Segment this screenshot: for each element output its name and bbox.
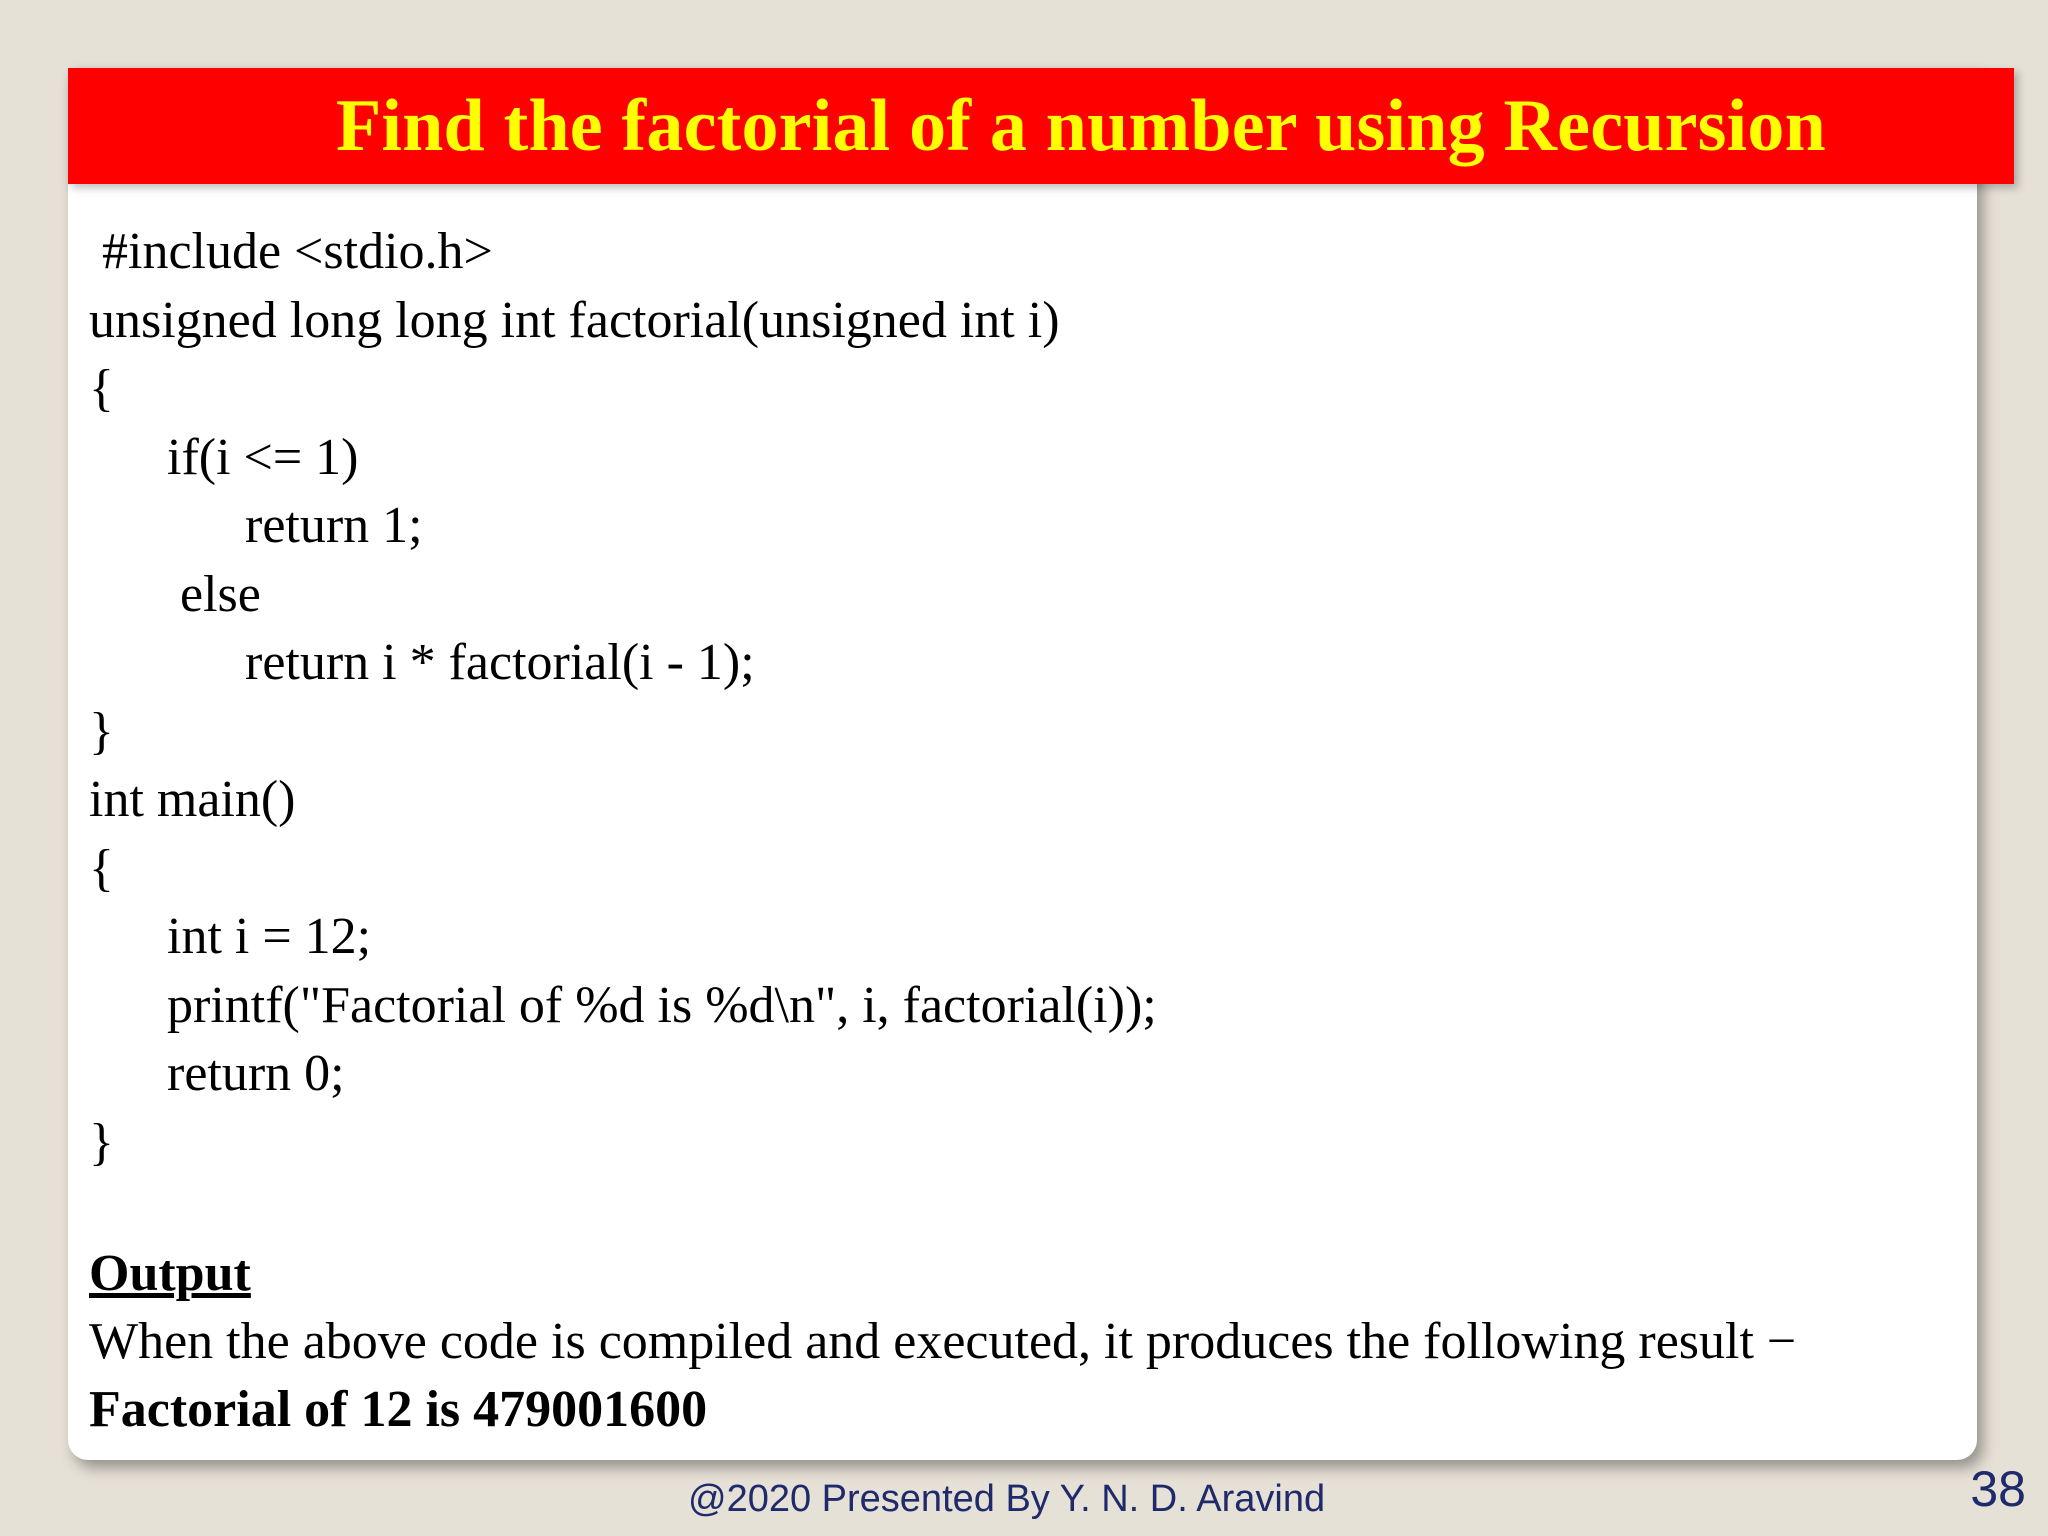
code-line: unsigned long long int factorial(unsigned int i)	[89, 291, 1060, 349]
code-line: int i = 12;	[89, 908, 372, 965]
code-line: }	[89, 1113, 114, 1171]
code-line: {	[89, 360, 114, 417]
code-line: return 0;	[89, 1045, 345, 1102]
code-line: else	[89, 565, 261, 623]
code-line: int main()	[89, 771, 296, 828]
page-number: 38	[1970, 1461, 2026, 1517]
footer-credit: @2020 Presented By Y. N. D. Aravind	[688, 1478, 1326, 1520]
output-section	[89, 1240, 1796, 1444]
output-result: Factorial of 12 is 479001600	[89, 1381, 708, 1438]
title-bar	[68, 68, 2014, 184]
code-line: #include <stdio.h>	[89, 223, 493, 280]
output-description: When the above code is compiled and executed, it produces the following result −	[89, 1313, 1797, 1370]
slide-title: Find the factorial of a number using Recursion	[336, 84, 1826, 167]
code-line: }	[89, 702, 114, 760]
code-line: return i * factorial(i - 1);	[89, 634, 755, 691]
code-line: return 1;	[89, 497, 423, 554]
code-line: {	[89, 839, 114, 897]
output-heading: Output	[89, 1245, 251, 1302]
code-line: if(i <= 1)	[89, 428, 359, 486]
code-line: printf("Factorial of %d is %d\n", i, factorial(i));	[89, 976, 1157, 1034]
code-block	[89, 218, 1157, 1177]
